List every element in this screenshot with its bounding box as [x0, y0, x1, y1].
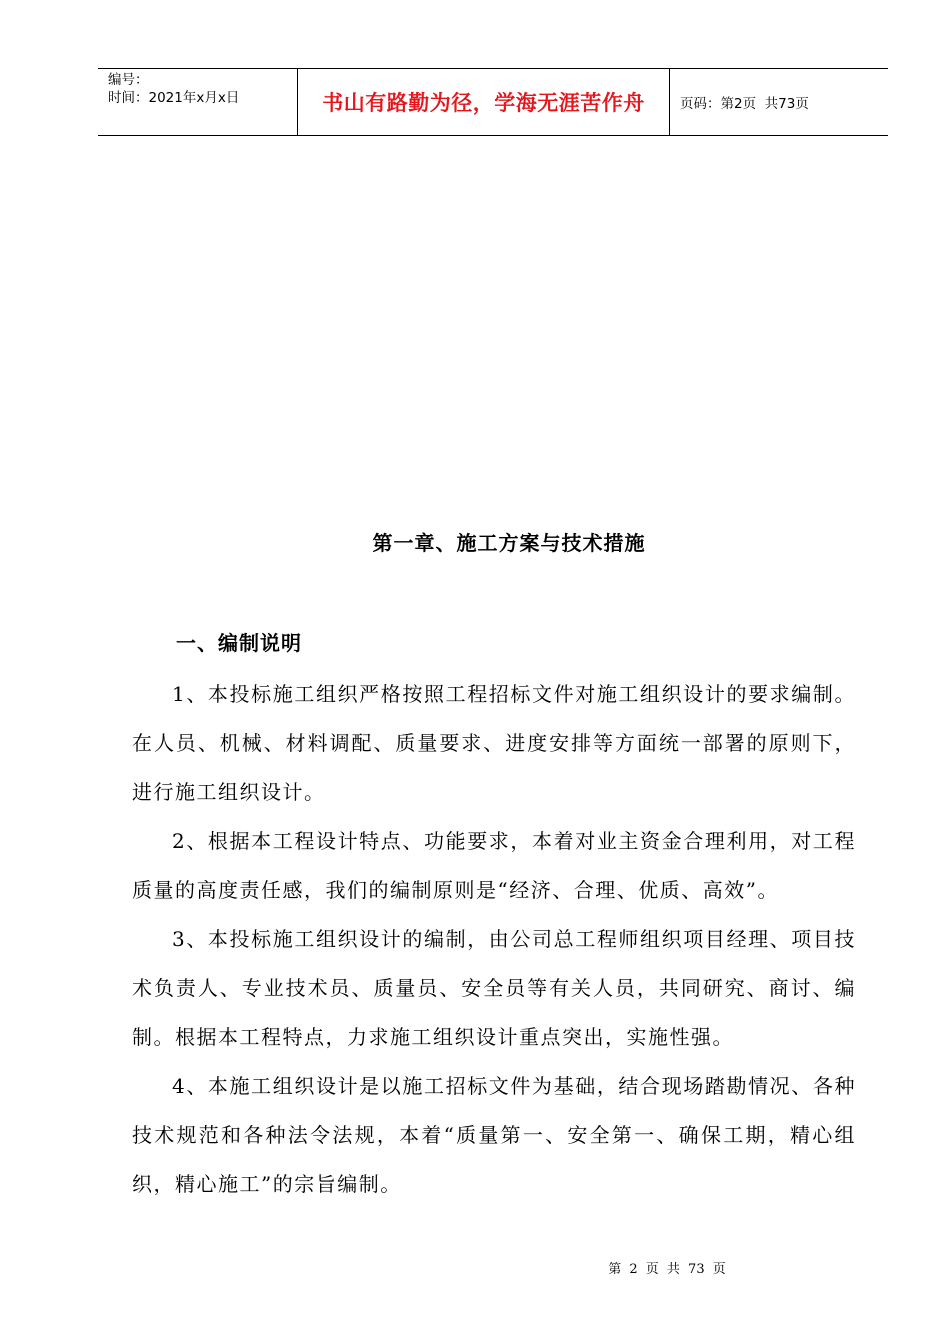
section-heading: 一、编制说明 [176, 631, 302, 655]
header-page-cell [670, 69, 888, 135]
paragraph-2: 2、根据本工程设计特点、功能要求，本着对业主资金合理利用，对工程质量的高度责任感，我们的编制原则是“经济、合理、优质、高效”。 [132, 829, 856, 902]
paragraph-4: 4、本施工组织设计是以施工招标文件为基础，结合现场踏勘情况、各种技术规范和各种法令法规，本着“质量第一、安全第一、确保工期，精心组织，精心施工”的宗旨编制。 [132, 1074, 856, 1196]
header-motto-cell [298, 69, 670, 135]
paragraph-1: 1、本投标施工组织严格按照工程招标文件对施工组织设计的要求编制。在人员、机械、材料调配、质量要求、进度安排等方面统一部署的原则下，进行施工组织设计。 [132, 682, 856, 804]
page-header [98, 68, 888, 136]
header-motto: 书山有路勤为径，学海无涯苦作舟 [322, 91, 645, 115]
footer-page-number: 第 2 页 共 73 页 [608, 1262, 726, 1277]
chapter-title: 第一章、施工方案与技术措施 [372, 531, 646, 555]
header-page-info: 页码：第2页 共73页 [680, 96, 809, 112]
paragraph-3: 3、本投标施工组织设计的编制，由公司总工程师组织项目经理、项目技术负责人、专业技术员、质量员、安全员等有关人员，共同研究、商讨、编制。根据本工程特点，力求施工组织设计重点突出，实施性强。 [132, 927, 856, 1049]
body-text [132, 670, 856, 1209]
document-time-label: 时间：2021年x月x日 [108, 90, 240, 106]
header-meta-cell [98, 69, 298, 135]
page-footer [0, 1258, 950, 1277]
document-number-label: 编号： [108, 72, 149, 88]
